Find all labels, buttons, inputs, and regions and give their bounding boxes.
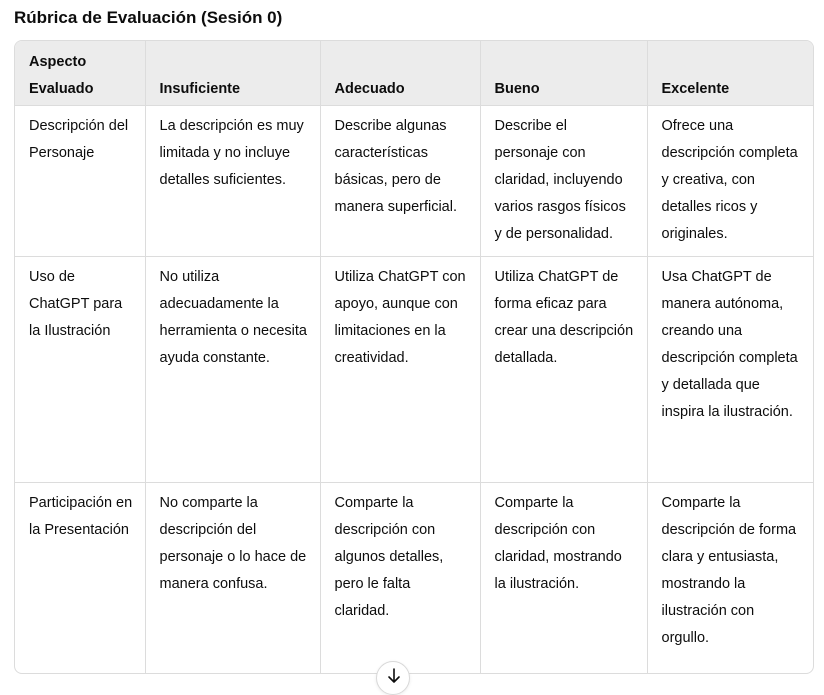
- table-cell: Usa ChatGPT de manera autónoma, creando una descripción completa y detallada que inspira la ilustración.: [647, 256, 814, 482]
- header-bueno: Bueno: [480, 41, 647, 105]
- scroll-down-button[interactable]: [376, 661, 410, 695]
- header-excelente: Excelente: [647, 41, 814, 105]
- table-row: [15, 105, 814, 256]
- arrow-down-icon: [386, 668, 402, 684]
- header-adecuado: Adecuado: [320, 41, 480, 105]
- table-cell-aspect: Uso de ChatGPT para la Ilustración: [15, 256, 145, 482]
- table-cell: Ofrece una descripción completa y creativa, con detalles ricos y originales.: [647, 105, 814, 256]
- table-cell: Utiliza ChatGPT con apoyo, aunque con limitaciones en la creatividad.: [320, 256, 480, 482]
- header-aspecto-evaluado: Aspecto Evaluado: [15, 41, 145, 105]
- table-cell: Comparte la descripción de forma clara y entusiasta, mostrando la ilustración con orgullo.: [647, 482, 814, 674]
- table-cell: Utiliza ChatGPT de forma eficaz para crear una descripción detallada.: [480, 256, 647, 482]
- table-cell: Describe algunas características básicas, pero de manera superficial.: [320, 105, 480, 256]
- table-cell-aspect: Descripción del Personaje: [15, 105, 145, 256]
- table-cell: No utiliza adecuadamente la herramienta o necesita ayuda constante.: [145, 256, 320, 482]
- table-header-row: [15, 41, 814, 105]
- table-cell: Comparte la descripción con algunos detalles, pero le falta claridad.: [320, 482, 480, 674]
- table-cell: Describe el personaje con claridad, incluyendo varios rasgos físicos y de personalidad.: [480, 105, 647, 256]
- page-title: Rúbrica de Evaluación (Sesión 0): [14, 8, 283, 27]
- table-cell: No comparte la descripción del personaje o lo hace de manera confusa.: [145, 482, 320, 674]
- table-row: [15, 482, 814, 674]
- table-cell: Comparte la descripción con claridad, mostrando la ilustración.: [480, 482, 647, 674]
- table-cell-aspect: Participación en la Presentación: [15, 482, 145, 674]
- table-cell: La descripción es muy limitada y no incluye detalles suficientes.: [145, 105, 320, 256]
- rubric-table: [15, 41, 814, 674]
- header-insuficiente: Insuficiente: [145, 41, 320, 105]
- rubric-table-container: [14, 40, 814, 674]
- table-row: [15, 256, 814, 482]
